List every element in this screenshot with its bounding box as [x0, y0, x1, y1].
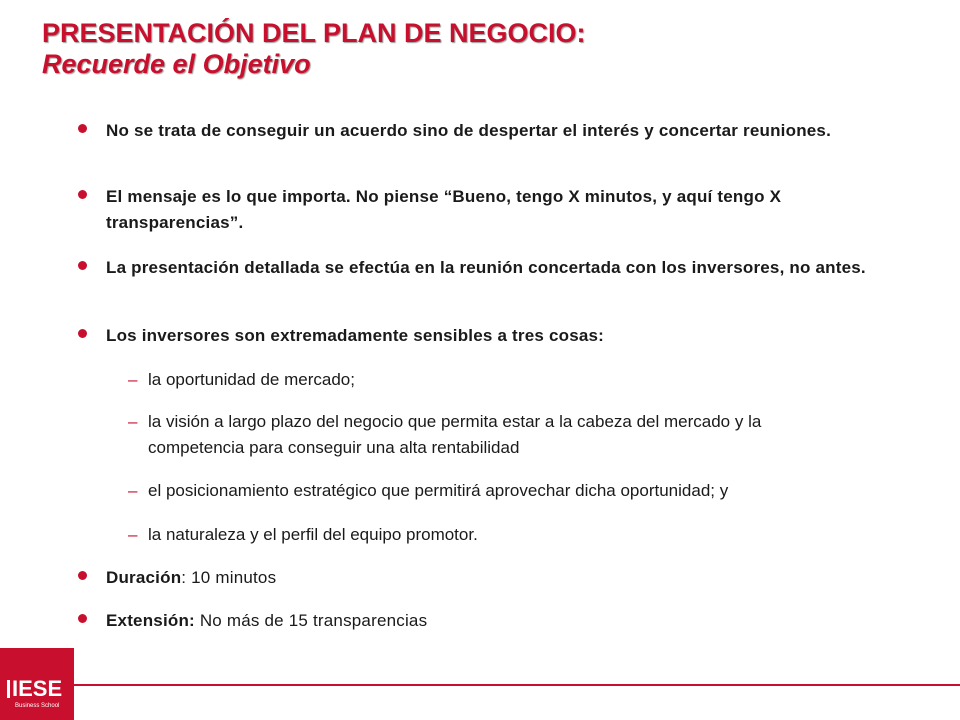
sub-bullet-item-4	[78, 522, 898, 548]
dash-icon: –	[128, 370, 138, 389]
bullet-dot-icon	[78, 614, 87, 623]
bullet-item-extension	[78, 608, 898, 634]
sub-bullet-item-2	[78, 409, 898, 461]
sub-bullet-text: la naturaleza y el perfil del equipo promotor.	[148, 525, 478, 544]
bullet-text: La presentación detallada se efectúa en la reunión concertada con los inversores, no antes.	[106, 258, 866, 277]
bullet-dot-icon	[78, 571, 87, 580]
title-main: PRESENTACIÓN DEL PLAN DE NEGOCIO:	[42, 18, 586, 48]
slide-title	[42, 18, 586, 80]
bullet-item-1	[78, 118, 898, 144]
bullet-dot-icon	[78, 261, 87, 270]
duration-label: Duración	[106, 568, 182, 587]
bullet-dot-icon	[78, 329, 87, 338]
logo-bar-icon	[7, 680, 10, 698]
bullet-text	[106, 608, 898, 634]
extension-value: No más de 15 transparencias	[194, 611, 428, 630]
bullet-item-3	[78, 255, 898, 281]
bullet-dot-icon	[78, 190, 87, 199]
title-subtitle: Recuerde el Objetivo	[42, 49, 311, 79]
iese-logo	[0, 648, 74, 720]
dash-icon: –	[128, 525, 138, 544]
sub-bullet-text: el posicionamiento estratégico que permitirá aprovechar dicha oportunidad; y	[148, 481, 729, 500]
bullet-item-duration	[78, 565, 898, 591]
duration-value: : 10 minutos	[181, 568, 277, 587]
bullet-text	[106, 565, 898, 591]
dash-icon: –	[128, 481, 138, 500]
bullet-text: El mensaje es lo que importa. No piense “Bueno, tengo X minutos, y aquí tengo X transparencias”.	[106, 187, 782, 232]
bullet-text: Los inversores son extremadamente sensibles a tres cosas:	[106, 326, 605, 345]
logo-wordmark: IESE	[7, 678, 62, 700]
sub-bullet-text: la visión a largo plazo del negocio que permita estar a la cabeza del mercado y la competencia para conseguir una alta rentabilidad	[148, 412, 762, 457]
sub-bullet-text: la oportunidad de mercado;	[148, 370, 355, 389]
sub-bullet-item-3	[78, 478, 898, 504]
bullet-item-2	[78, 184, 898, 236]
footer-divider	[74, 684, 960, 686]
dash-icon: –	[128, 412, 138, 431]
logo-tagline: Business School	[15, 703, 60, 709]
sub-bullet-item-1	[78, 367, 898, 393]
extension-label: Extensión:	[106, 611, 195, 630]
bullet-item-4	[78, 323, 898, 349]
bullet-text: No se trata de conseguir un acuerdo sino de despertar el interés y concertar reuniones.	[106, 121, 832, 140]
bullet-dot-icon	[78, 124, 87, 133]
